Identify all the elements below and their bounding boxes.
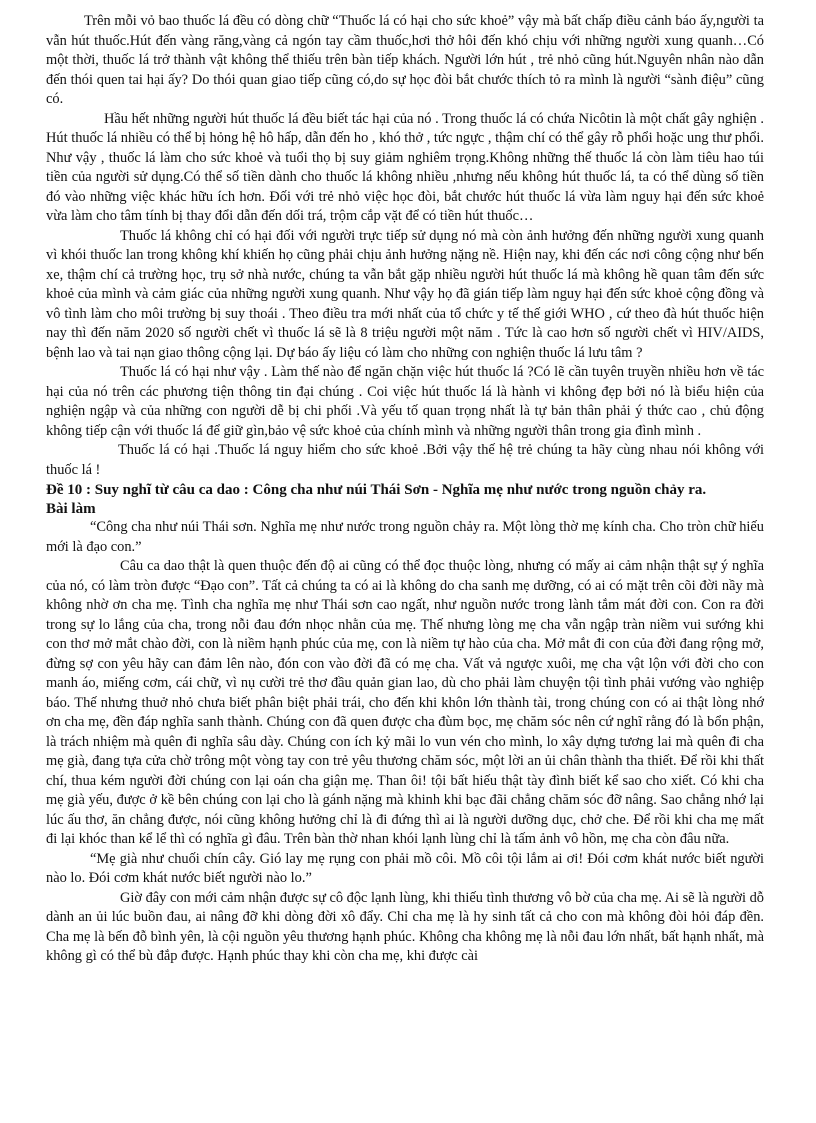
essay-closing-paragraph: Giờ đây con mới cảm nhận được sự cô độc lạnh lùng, khi thiếu tình thương vô bờ của cha mẹ. Ai sẽ là người dỗ dành an ủi lúc buồn đau, ai nâng đỡ khi dòng đời xô đẩy. Chỉ cha mẹ là hy sinh tất cả cho con mà không đòi hỏi đáp đền. Cha mẹ là bến đỗ bình yên, là cội nguồn yêu thương hạnh phúc. Không cha không mẹ là nỗi đau lớn nhất, bất hạnh nhất, mà không gì có thể bù đắp được. Hạnh phúc thay khi còn cha mẹ, khi được cài <box>46 889 764 964</box>
essay-heading: Đề 10 : Suy nghĩ từ câu ca dao : Công cha như núi Thái Sơn - Nghĩa mẹ như nước trong nguồn chảy ra. <box>46 482 707 498</box>
essay-second-quote: “Mẹ già như chuối chín cây. Gió lay mẹ rụng con phải mồ côi. Mồ côi tội lắm ai ơi! Đói cơm khát nước biết người nào lo. Đói cơm khát nước biết người nào lo.” <box>46 850 764 886</box>
paragraph-conclusion: Thuốc lá có hại .Thuốc lá nguy hiểm cho sức khoẻ .Bởi vậy thế hệ trẻ chúng ta hãy cùng nhau nói không với thuốc lá ! <box>46 442 764 478</box>
essay-subheading: Bài làm <box>46 501 96 517</box>
essay-body-paragraph: Câu ca dao thật là quen thuộc đến độ ai cũng có thể đọc thuộc lòng, nhưng có mấy ai cảm nhận thật sự ý nghĩa của nó, có làm tròn được “Đạo con”. Tất cả chúng ta có ai là không do cha sanh mẹ dưỡng, có ai có mặt trên cõi đời nầy mà không nhờ ơn cha mẹ. Tình cha nghĩa mẹ như Thái sơn cao ngất, như nguồn nước trong lành tắm mát đời con. Con ra đời trong sự lo lắng của cha, trong nỗi đau đớn nhọc nhằn của mẹ. Thế nhưng lòng mẹ cha vẫn ngập tràn niềm vui sướng khi con thơ mở mắt chào đời, con là niềm hạnh phúc của mẹ, con là niềm tự hào của cha. Mở mắt đi con của đời đang rộng mở, đừng sợ con yêu hãy can đảm lên nào, đón con vào đời đã có mẹ cha. Vất vả ngược xuôi, mẹ cha vật lộn với đời cho con manh áo, miếng cơm, cái chữ, vì nụ cười trẻ thơ đầu quản gian lao, dù cho phải làm chuyện tội tình phải vướng vào nghiệp báo. Thế nhưng thuở nhỏ chưa biết phân biệt phải trái, cho đến khi khôn lớn thành tài, trong chúng con có ai thật lòng nhớ ơn cha mẹ, đền đáp nghĩa sanh thành. Chúng con đã quen được cha đùm bọc, mẹ chăm sóc nên cứ nghĩ rằng đó là bổn phận, là trách nhiệm mà quên đi nghĩa sâu dày. Chúng con ích kỷ mãi lo vun vén cho mình, lo xây dựng tương lai mà quên đi cha mẹ già, đang tựa cửa chờ trông một vòng tay con trẻ yêu thương chăm sóc, một lời an ủi chân thành tha thiết. Để rồi khi thất chí, thua kém người đời chúng con lại oán cha giận mẹ. Than ôi! tội bất hiếu thật tày đình biết kể sao cho xiết. Có khi cha mẹ già yếu, được ở kề bên chúng con lại cho là gánh nặng mà khinh khi bạc đãi chẳng chăm sóc đỡ nâng. Sao chẳng nhớ lại lúc ấu thơ, ăn chẳng được, nói cũng không hưởng chỉ là đi đứng thì ai là người dưỡng dục, chở che. Để rồi khi cha mẹ mất đi lại khóc than kể lể thì có nghĩa gì đâu. Trên bàn thờ nhan khói lạnh lùng chỉ là tấm ảnh vô hồn, mẹ cha còn đâu nữa. <box>46 558 764 847</box>
essay-opening-quote: “Công cha như núi Thái sơn. Nghĩa mẹ như nước trong nguồn chảy ra. Một lòng thờ mẹ kính cha. Cho tròn chữ hiếu mới là đạo con.” <box>46 519 764 555</box>
paragraph-cigarette-warning: Trên mỗi vỏ bao thuốc lá đều có dòng chữ “Thuốc lá có hại cho sức khoẻ” vậy mà bất chấp điều cảnh báo ấy,người ta vẫn hút thuốc.Hút đến vàng răng,vàng cả ngón tay cầm thuốc,hơi thở hôi đến khó chịu với những người xung quanh…Có một thời, thuốc lá trở thành vật không thể thiếu trên bàn tiếp khách. Người lớn hút , trẻ nhỏ cũng hút.Nguyên nhân nào dẫn đến thói quen tai hại ấy? Do thói quan giao tiếp cũng có,do sự học đòi bắt chước thích tỏ ra mình là người “sành điệu” cũng có. <box>46 13 764 107</box>
paragraph-prevention: Thuốc lá có hại như vậy . Làm thế nào để ngăn chặn việc hút thuốc lá ?Có lẽ cần tuyên truyền nhiều hơn về tác hại của nó trên các phương tiện thông tin đại chúng . Coi việc hút thuốc lá là hành vi không đẹp bởi nó là biểu hiện của nghiện ngập và của những con người dễ bị chi phối .Và yếu tố quan trọng nhất là tự bản thân phải ý thức cao , chủ động không tiếp cận với thuốc lá để giữ gìn,bảo vệ sức khoẻ của chính mình và những người thân trong gia đình mình . <box>46 364 764 439</box>
paragraph-secondhand-smoke: Thuốc lá không chỉ có hại đối với người trực tiếp sử dụng nó mà còn ảnh hưởng đến những người xung quanh vì khói thuốc lan trong không khí khiến họ cũng phải chịu ảnh hưởng nặng nề. Hiện nay, khi đến các nơi công cộng như bến xe, thậm chí cả trường học, trụ sở nhà nước, chúng ta vẫn bắt gặp nhiều người hút thuốc lá mà không hề quan tâm đến sức khoẻ của mình và cảm giác của những người xung quanh. Như vậy họ đã gián tiếp làm nguy hại đến sức khoẻ cộng đồng và vô tình làm cho môi trường bị suy thoái . Theo điều tra mới nhất của tổ chức y tế thế giới WHO , cứ theo đà hút thuốc hiện nay thì đến năm 2020 số người chết vì thuốc lá sẽ là 8 triệu người một năm . Tức là cao hơn số người chết vì HIV/AIDS, bệnh lao và tai nạn giao thông cộng lại. Dự báo ấy liệu có làm cho những con nghiện thuốc lá lưu tâm ? <box>46 227 764 361</box>
paragraph-health-harms: Hầu hết những người hút thuốc lá đều biết tác hại của nó . Trong thuốc lá có chứa Nicôtin là một chất gây nghiện . Hút thuốc lá nhiều có thể bị hỏng hệ hô hấp, dẫn đến ho , khó thở , tức ngực , thậm chí có thể gây rỗ phổi hoặc ung thư phổi. Như vậy , thuốc lá làm cho sức khoẻ và tuổi thọ bị suy giảm nghiêm trọng.Không những thế thuốc lá còn làm tiêu hao túi tiền của người sử dụng.Có thể số tiền dành cho thuốc lá không nhiều ,nhưng nếu không hút thuốc lá, ta có thể dùng số tiền đó vào những việc khác hữu ích hơn. Đối với trẻ nhỏ việc học đòi, bắt chước hút thuốc lá vừa làm nguy hại đến sức khoẻ vừa làm cho tâm tính bị thay đổi dẫn đến dối trá, trộm cắp vặt để có tiền hút thuốc… <box>46 110 764 224</box>
